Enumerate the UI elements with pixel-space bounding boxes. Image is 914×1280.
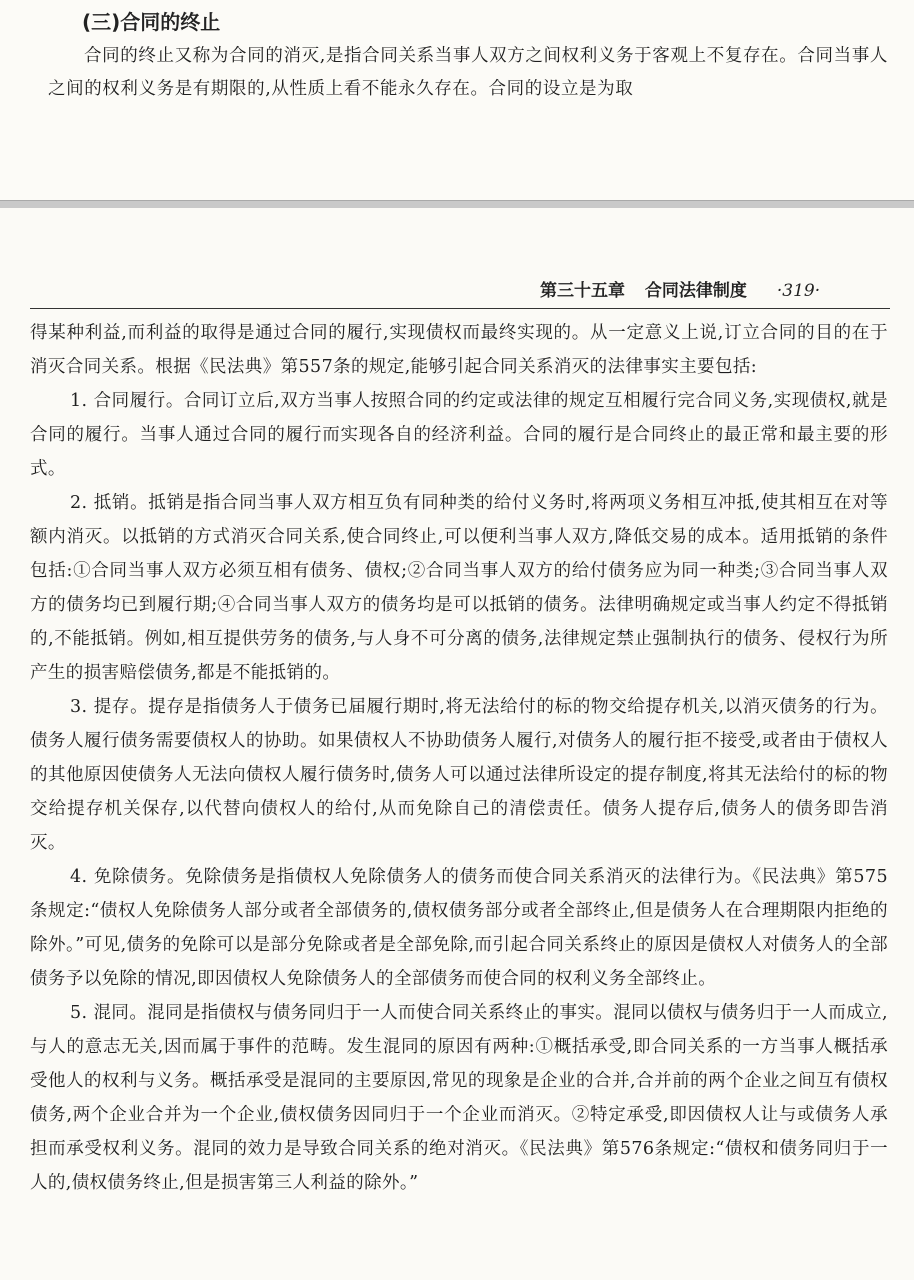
- top-paragraph: 合同的终止又称为合同的消灭,是指合同关系当事人双方之间权利义务于客观上不复存在。合同当事人之间的权利义务是有期限的,从性质上看不能永久存在。合同的设立是为取: [48, 46, 888, 99]
- running-header: [540, 276, 820, 302]
- paragraph-performance: 1. 合同履行。合同订立后,双方当事人按照合同的约定或法律的规定互相履行完合同义务,实现债权,就是合同的履行。当事人通过合同的履行而实现各自的经济利益。合同的履行是合同终止的最正常和最主要的形式。: [30, 391, 888, 479]
- chapter-title: 合同法律制度: [644, 281, 747, 301]
- body-text: [30, 316, 888, 1200]
- paragraph-set-off: 2. 抵销。抵销是指合同当事人双方相互负有同种类的给付义务时,将两项义务相互冲抵,使其相互在对等额内消灭。以抵销的方式消灭合同关系,使合同终止,可以便利当事人双方,降低交易的成本。适用抵销的条件包括:①合同当事人双方必须互相有债务、债权;②合同当事人双方的给付债务应为同一种类;③合同当事人双方的债务均已到履行期;④合同当事人双方的债务均是可以抵销的债务。法律明确规定或当事人约定不得抵销的,不能抵销。例如,相互提供劳务的债务,与人身不可分离的债务,法律规定禁止强制执行的债务、侵权行为所产生的损害赔偿债务,都是不能抵销的。: [30, 493, 888, 683]
- bottom-page: [0, 208, 914, 1280]
- paragraph-release: 4. 免除债务。免除债务是指债权人免除债务人的债务而使合同关系消灭的法律行为。《民法典》第575条规定:“债权人免除债务人部分或者全部债务的,债权债务部分或者全部终止,但是债务人在合理期限内拒绝的除外。”可见,债务的免除可以是部分免除或者是全部免除,而引起合同关系终止的原因是债权人对债务人的全部债务予以免除的情况,即因债权人免除债务人的全部债务而使合同的权利义务全部终止。: [30, 867, 888, 989]
- paragraph-merger: 5. 混同。混同是指债权与债务同归于一人而使合同关系终止的事实。混同以债权与债务归于一人而成立,与人的意志无关,因而属于事件的范畴。发生混同的原因有两种:①概括承受,即合同关系的一方当事人概括承受他人的权利与义务。概括承受是混同的主要原因,常见的现象是企业的合并,合并前的两个企业之间互有债权债务,两个企业合并为一个企业,债权债务因同归于一个企业而消灭。②特定承受,即因债权人让与或债务人承担而承受权利义务。混同的效力是导致合同关系的绝对消灭。《民法典》第576条规定:“债权和债务同归于一人的,债权债务终止,但是损害第三人利益的除外。”: [30, 1003, 888, 1193]
- chapter-label: 第三十五章: [540, 281, 625, 301]
- top-page: [0, 0, 914, 200]
- header-rule: [30, 308, 890, 309]
- section-heading: (三)合同的终止: [82, 10, 221, 34]
- paragraph-continuation: 得某种利益,而利益的取得是通过合同的履行,实现债权而最终实现的。从一定意义上说,订立合同的目的在于消灭合同关系。根据《民法典》第557条的规定,能够引起合同关系消灭的法律事实主要包括:: [30, 323, 888, 377]
- paragraph-deposit: 3. 提存。提存是指债务人于债务已届履行期时,将无法给付的标的物交给提存机关,以消灭债务的行为。债务人履行债务需要债权人的协助。如果债权人不协助债务人履行,对债务人的履行拒不接受,或者由于债权人的其他原因使债务人无法向债权人履行债务时,债务人可以通过法律所设定的提存制度,将其无法给付的标的物交给提存机关保存,以代替向债权人的给付,从而免除自己的清偿责任。债务人提存后,债务人的债务即告消灭。: [30, 697, 888, 853]
- page-number: ·319·: [776, 281, 821, 301]
